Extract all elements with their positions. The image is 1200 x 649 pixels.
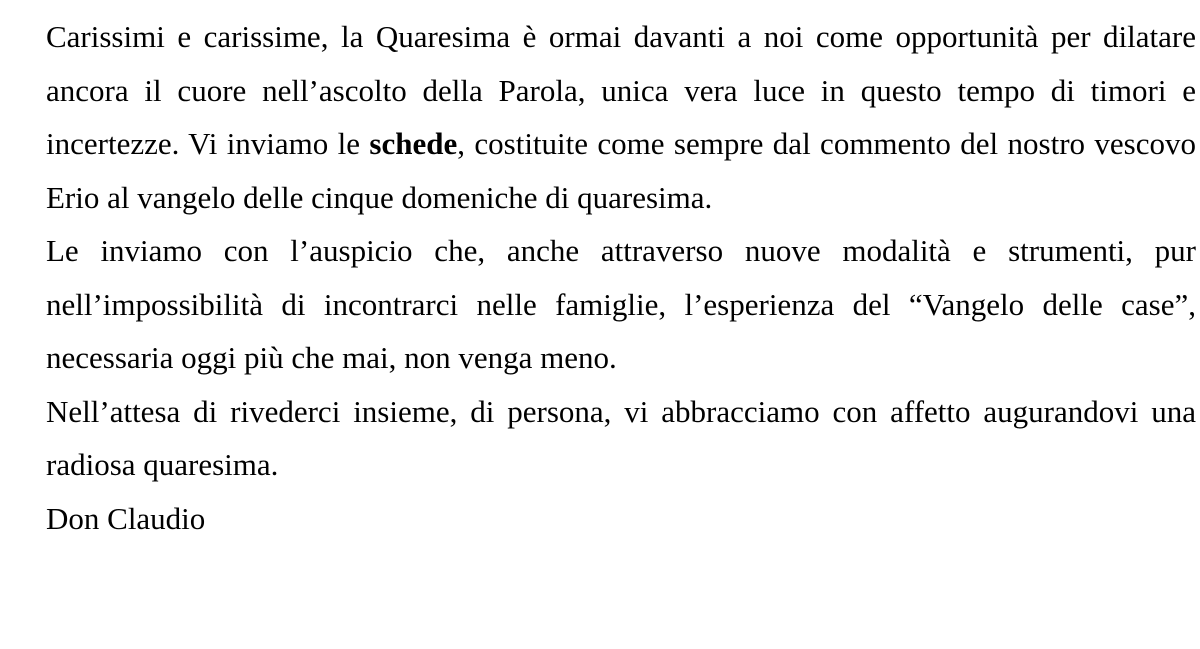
paragraph-greeting-text-end: , costituite come sempre dal commento del nostro vescovo Erio al vangelo delle cinque domeniche di quaresima.: [46, 126, 1197, 215]
paragraph-auspice: Le inviamo con l’auspicio che, anche attraverso nuove modalità e strumenti, pur nell’impossibilità di incontrarci nelle famiglie, l’esperienza del “Vangelo delle case”, necessaria oggi più che mai, non venga meno.: [46, 233, 1196, 375]
paragraph-greeting: [46, 10, 1196, 224]
paragraph-greeting-text: Carissimi e carissime, la Quaresima è ormai davanti a noi come opportunità per dilatare ancora il cuore nell’ascolto della Parola, unica vera luce in questo tempo di timori e incertezze. Vi inviamo le: [46, 19, 1196, 161]
signature: Don Claudio: [46, 500, 206, 536]
paragraph-closing: Nell’attesa di rivederci insieme, di persona, vi abbracciamo con affetto augurandovi una radiosa quaresima.: [46, 393, 1196, 482]
letter-body: [46, 10, 1196, 545]
bold-schede: schede: [369, 126, 458, 161]
